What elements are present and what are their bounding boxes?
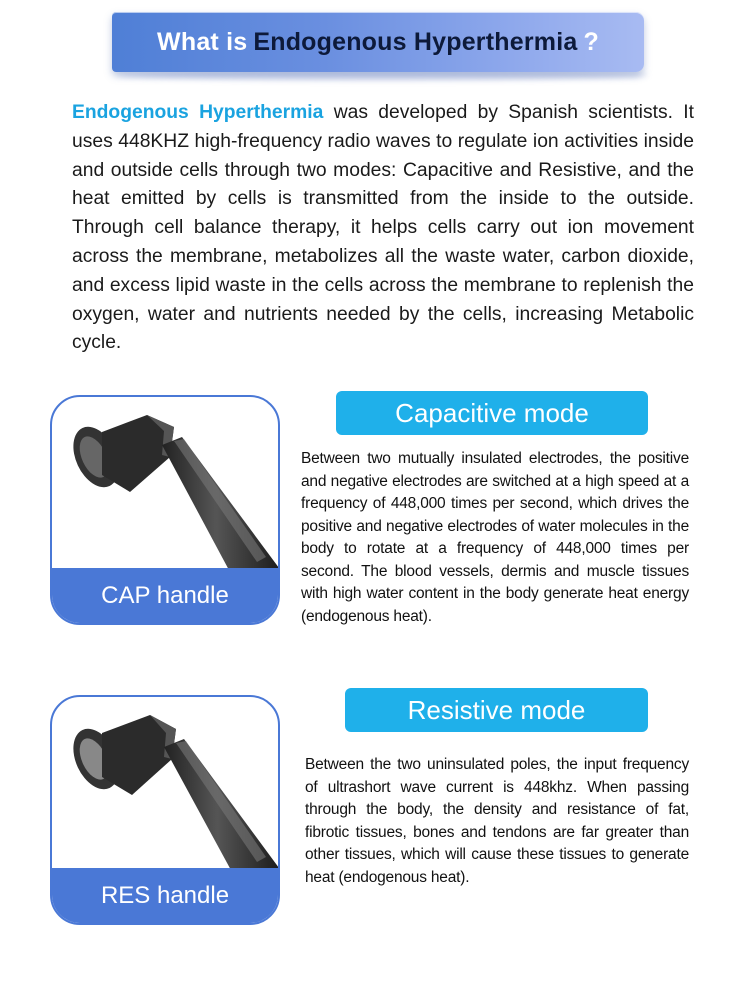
res-handle-label: RES handle — [52, 868, 278, 923]
title-suffix: ? — [583, 27, 599, 56]
intro-paragraph — [72, 99, 694, 358]
title-banner-wrap — [112, 12, 644, 72]
intro-text: was developed by Spanish scientists. It uses 448KHZ high-frequency radio waves to regulate ion activities inside and outside cells through two modes: Capacitive and Resistive, and the heat emitted by cells is transmitted from the inside to the outside. Through cell balance therapy, it helps cells carry out ion movement across the membrane, metabolizes all the waste water, carbon dioxide, and excess lipid waste in the cells across the membrane to replenish the oxygen, water and nutrients needed by the cells, increasing Metabolic cycle. — [72, 102, 694, 354]
capacitive-mode-description: Between two mutually insulated electrodes, the positive and negative electrodes are switched at a high speed at a frequency of 448,000 times per second, which drives the positive and negative electrodes of water molecules in the body to rotate at a frequency of 448,000 times per second. The blood vessels, dermis and muscle tissues with high water content in the body generate heat energy (endogenous heat). — [301, 450, 689, 625]
resistive-mode-description: Between the two uninsulated poles, the input frequency of ultrashort wave current is 448khz. When passing through the body, the density and resistance of fat, fibrotic tissues, bones and tendons are far greater than other tissues, which will cause these tissues to generate heat (endogenous heat). — [305, 756, 689, 886]
cap-handle-card — [50, 395, 280, 625]
title-highlight: Endogenous Hyperthermia — [253, 27, 578, 56]
res-handle-card — [50, 695, 280, 925]
cap-handle-label: CAP handle — [52, 568, 278, 623]
title-banner — [112, 12, 644, 72]
capacitive-mode-title: Capacitive mode — [336, 391, 648, 435]
res-handle-image — [52, 697, 280, 872]
cap-handle-image — [52, 397, 280, 572]
title-prefix: What is — [157, 27, 248, 56]
intro-brand-name: Endogenous Hyperthermia — [72, 102, 324, 123]
resistive-mode-title: Resistive mode — [345, 688, 648, 732]
